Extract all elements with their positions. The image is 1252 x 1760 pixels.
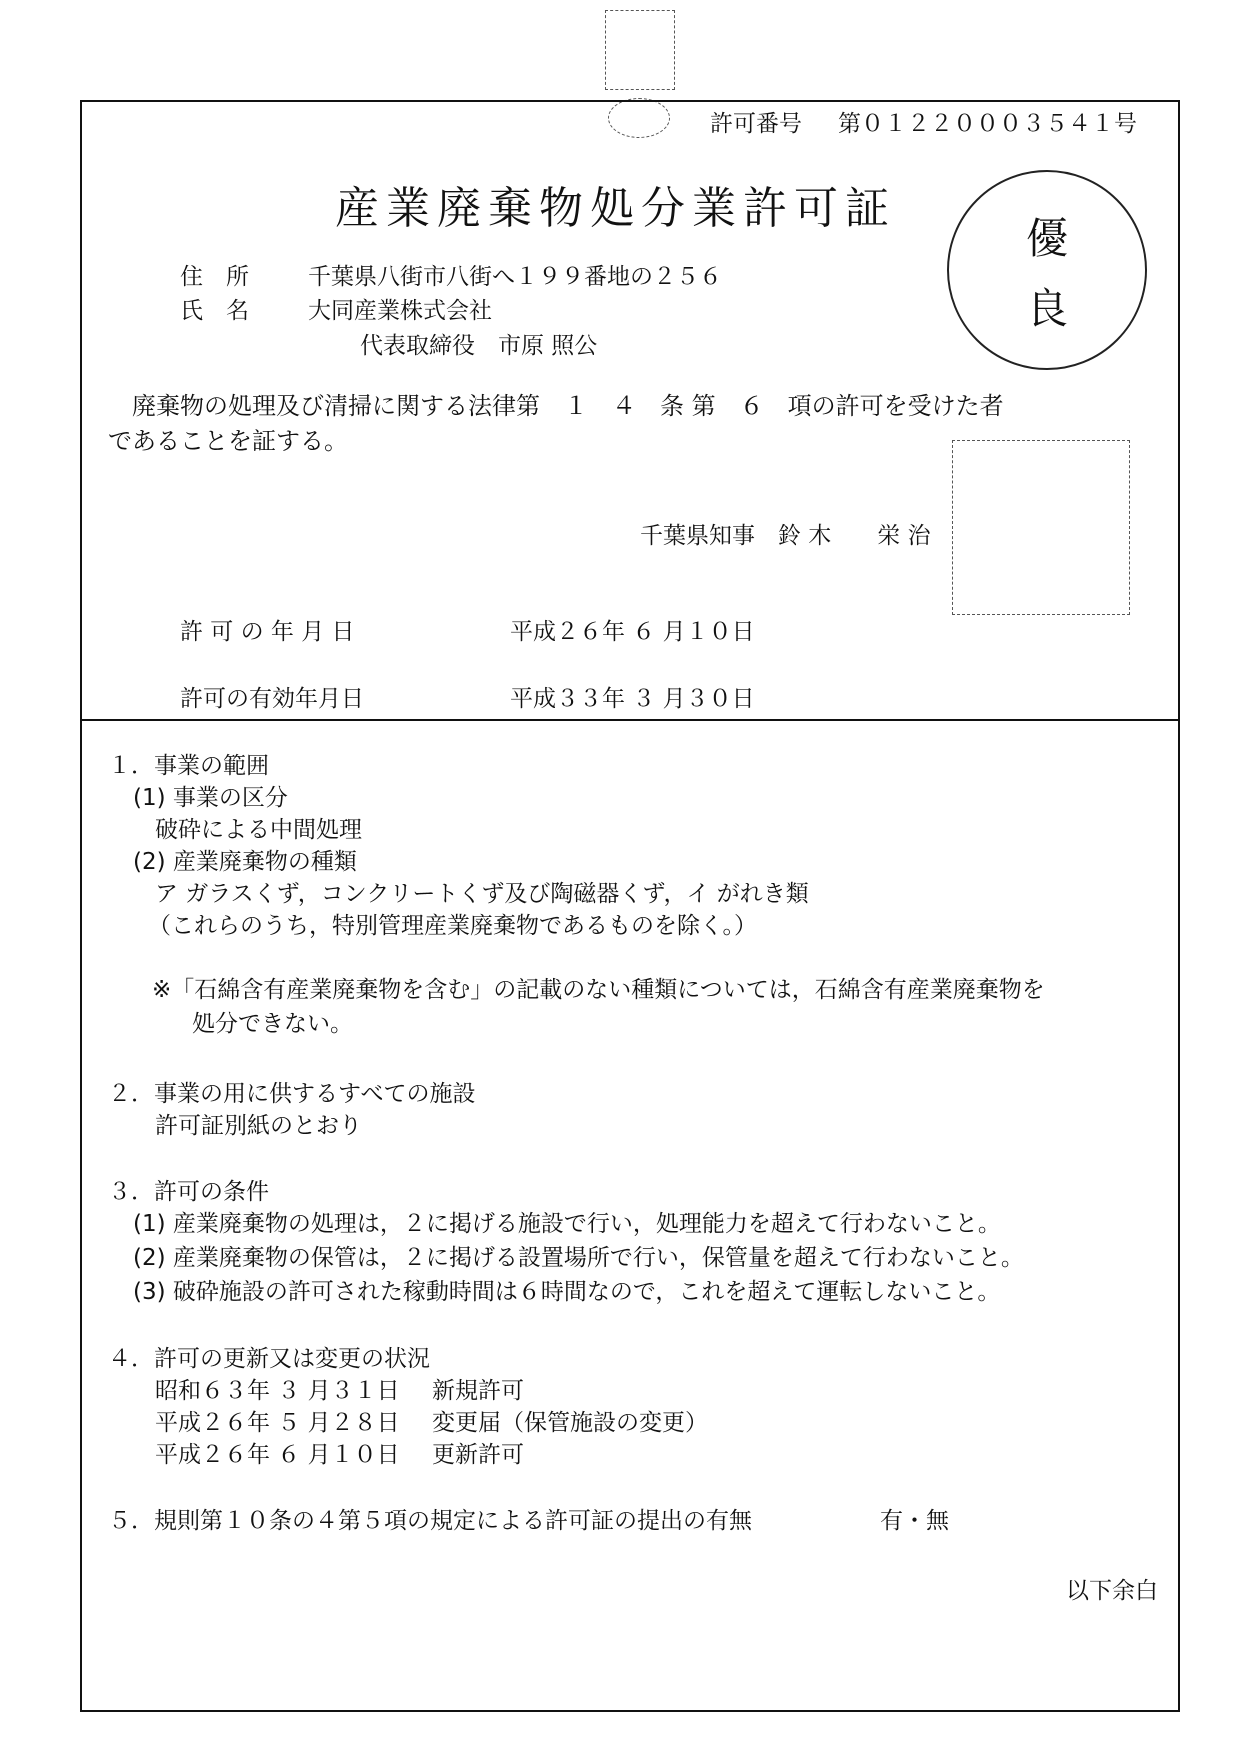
valid-until-label: 許可の有効年月日 [180, 686, 364, 712]
seal-char-2: 良 [1025, 284, 1068, 333]
section-3-title: ３．許可の条件 [108, 1179, 269, 1205]
history-event: 更新許可 [432, 1442, 524, 1468]
history-date: 平成２６年 ５ 月２８日 [155, 1410, 400, 1436]
section-3-item-2: (2) 産業廃棄物の保管は，２に掲げる設置場所で行い，保管量を超えて行わないこと。 [133, 1245, 1024, 1271]
company-name: 大同産業株式会社 [308, 298, 492, 324]
section-3-item-3: (3) 破砕施設の許可された稼動時間は６時間なので，これを超えて運転しないこと。 [133, 1279, 1001, 1305]
address-label: 住 所 [180, 264, 249, 290]
certification-line-2: であることを証する。 [108, 427, 348, 455]
section-1-sub-2: (2) 産業廃棄物の種類 [133, 849, 357, 875]
history-event: 変更届（保管施設の変更） [432, 1410, 708, 1436]
document-title: 産業廃棄物処分業許可証 [335, 183, 896, 234]
section-1-sub-2-text-2: （これらのうち，特別管理産業廃棄物であるものを除く。） [148, 913, 758, 939]
closing-remark: 以下余白 [1066, 1578, 1158, 1604]
section-divider [80, 719, 1180, 721]
certification-line-1: 廃棄物の処理及び清掃に関する法律第 １ ４ 条 第 ６ 項の許可を受けた者 [132, 392, 1004, 420]
history-date: 平成２６年 ６ 月１０日 [155, 1442, 400, 1468]
address: 千葉県八街市八街へ１９９番地の２５６ [308, 264, 722, 290]
issuer: 千葉県知事 鈴 木 栄 治 [640, 523, 931, 549]
section-1-note-1: ※「石綿含有産業廃棄物を含む」の記載のない種類については，石綿含有産業廃棄物を [152, 977, 1045, 1003]
valid-until: 平成３３年 ３ 月３０日 [510, 686, 755, 712]
section-1-sub-2-text-1: ア ガラスくず，コンクリートくず及び陶磁器くず，イ がれき類 [155, 881, 809, 907]
representative: 代表取締役 市原 照公 [360, 333, 598, 359]
section-1-sub-1: (1) 事業の区分 [133, 785, 288, 811]
official-stamp [952, 440, 1130, 615]
permit-date: 平成２６年 ６ 月１０日 [510, 619, 755, 645]
history-date: 昭和６３年 ３ 月３１日 [155, 1378, 400, 1404]
section-5-title: ５．規則第１０条の４第５項の規定による許可証の提出の有無 [108, 1508, 752, 1534]
section-4-title: ４．許可の更新又は変更の状況 [108, 1346, 430, 1372]
section-2-text: 許可証別紙のとおり [155, 1113, 362, 1139]
section-5-answer: 有・無 [880, 1508, 949, 1534]
seal-char-1: 優 [1025, 214, 1068, 263]
permit-date-label: 許 可 の 年 月 日 [180, 619, 355, 645]
name-label: 氏 名 [180, 298, 249, 324]
section-3-item-1: (1) 産業廃棄物の処理は，２に掲げる施設で行い，処理能力を超えて行わないこと。 [133, 1211, 1001, 1237]
section-1-sub-1-text: 破砕による中間処理 [155, 817, 362, 843]
top-stamp-mark [605, 10, 675, 90]
permit-number: 第０１２２０００３５４１号 [838, 111, 1137, 137]
permit-number-label: 許可番号 [710, 111, 802, 137]
section-2-title: ２．事業の用に供するすべての施設 [108, 1081, 476, 1107]
excellence-seal [947, 170, 1147, 370]
section-1-note-2: 処分できない。 [192, 1011, 353, 1037]
history-event: 新規許可 [432, 1378, 524, 1404]
section-1-title: １．事業の範囲 [108, 753, 269, 779]
